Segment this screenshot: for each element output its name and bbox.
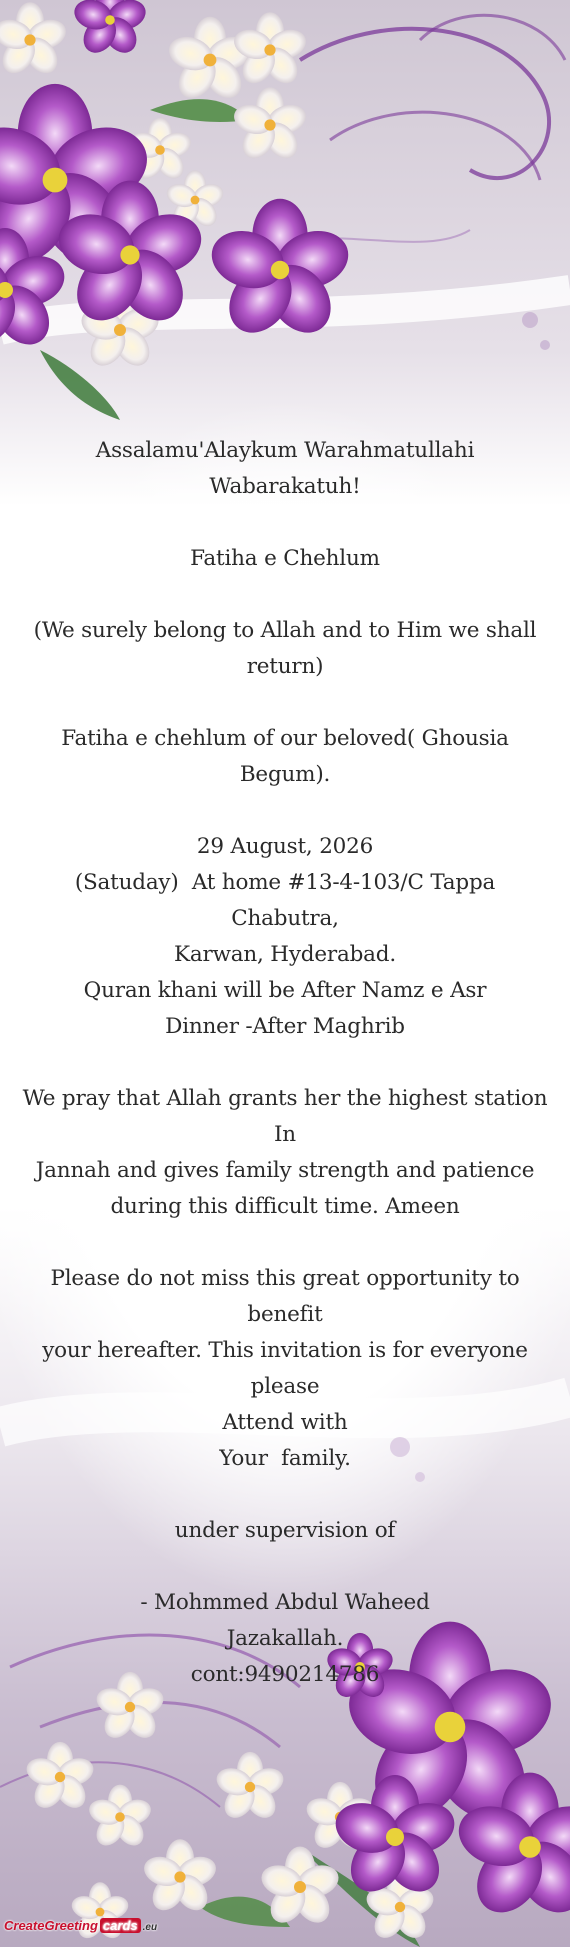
event-date: 29 August, 2026 [196, 834, 374, 859]
top-floral-decoration [0, 0, 570, 420]
greeting-text: Assalamu'Alaykum Warahmatullahi Wabarakatuh! [95, 438, 481, 499]
prayer-line-3: during this difficult time. Ameen [110, 1194, 460, 1219]
site-logo[interactable] [4, 1918, 157, 1933]
verse-line-2: return) [246, 654, 324, 679]
prayer-line-2: Jannah and gives family strength and patience [35, 1158, 535, 1183]
logo-part-1: CreateGreeting [4, 1918, 98, 1933]
card-message [20, 433, 555, 1693]
logo-part-2: cards [100, 1918, 141, 1933]
quran-khani-text: Quran khani will be After Namz e Asr [83, 978, 487, 1003]
host-name: - Mohmmed Abdul Waheed [140, 1590, 430, 1615]
thanks-text: Jazakallah. [226, 1626, 344, 1651]
invite-line-3: Attend with [222, 1410, 348, 1435]
card-title: Fatiha e Chehlum [190, 546, 380, 571]
contact-number: cont:9490214786 [190, 1662, 380, 1687]
verse-line-1: (We surely belong to Allah and to Him we shall [33, 618, 537, 643]
address-line-1: (Satuday) At home #13-4-103/C Tappa Chabutra, [74, 870, 502, 931]
prayer-line-1: We pray that Allah grants her the highest station In [22, 1086, 555, 1147]
dinner-text: Dinner -After Maghrib [165, 1014, 405, 1039]
logo-part-3: .eu [142, 1922, 158, 1933]
supervision-text: under supervision of [174, 1518, 396, 1543]
address-line-2: Karwan, Hyderabad. [174, 942, 396, 967]
announcement-text: Fatiha e chehlum of our beloved( Ghousia Begum). [61, 726, 516, 787]
invite-line-4: Your family. [219, 1446, 351, 1471]
invite-line-2: your hereafter. This invitation is for everyone please [42, 1338, 535, 1399]
invite-line-1: Please do not miss this great opportunity to benefit [50, 1266, 527, 1327]
